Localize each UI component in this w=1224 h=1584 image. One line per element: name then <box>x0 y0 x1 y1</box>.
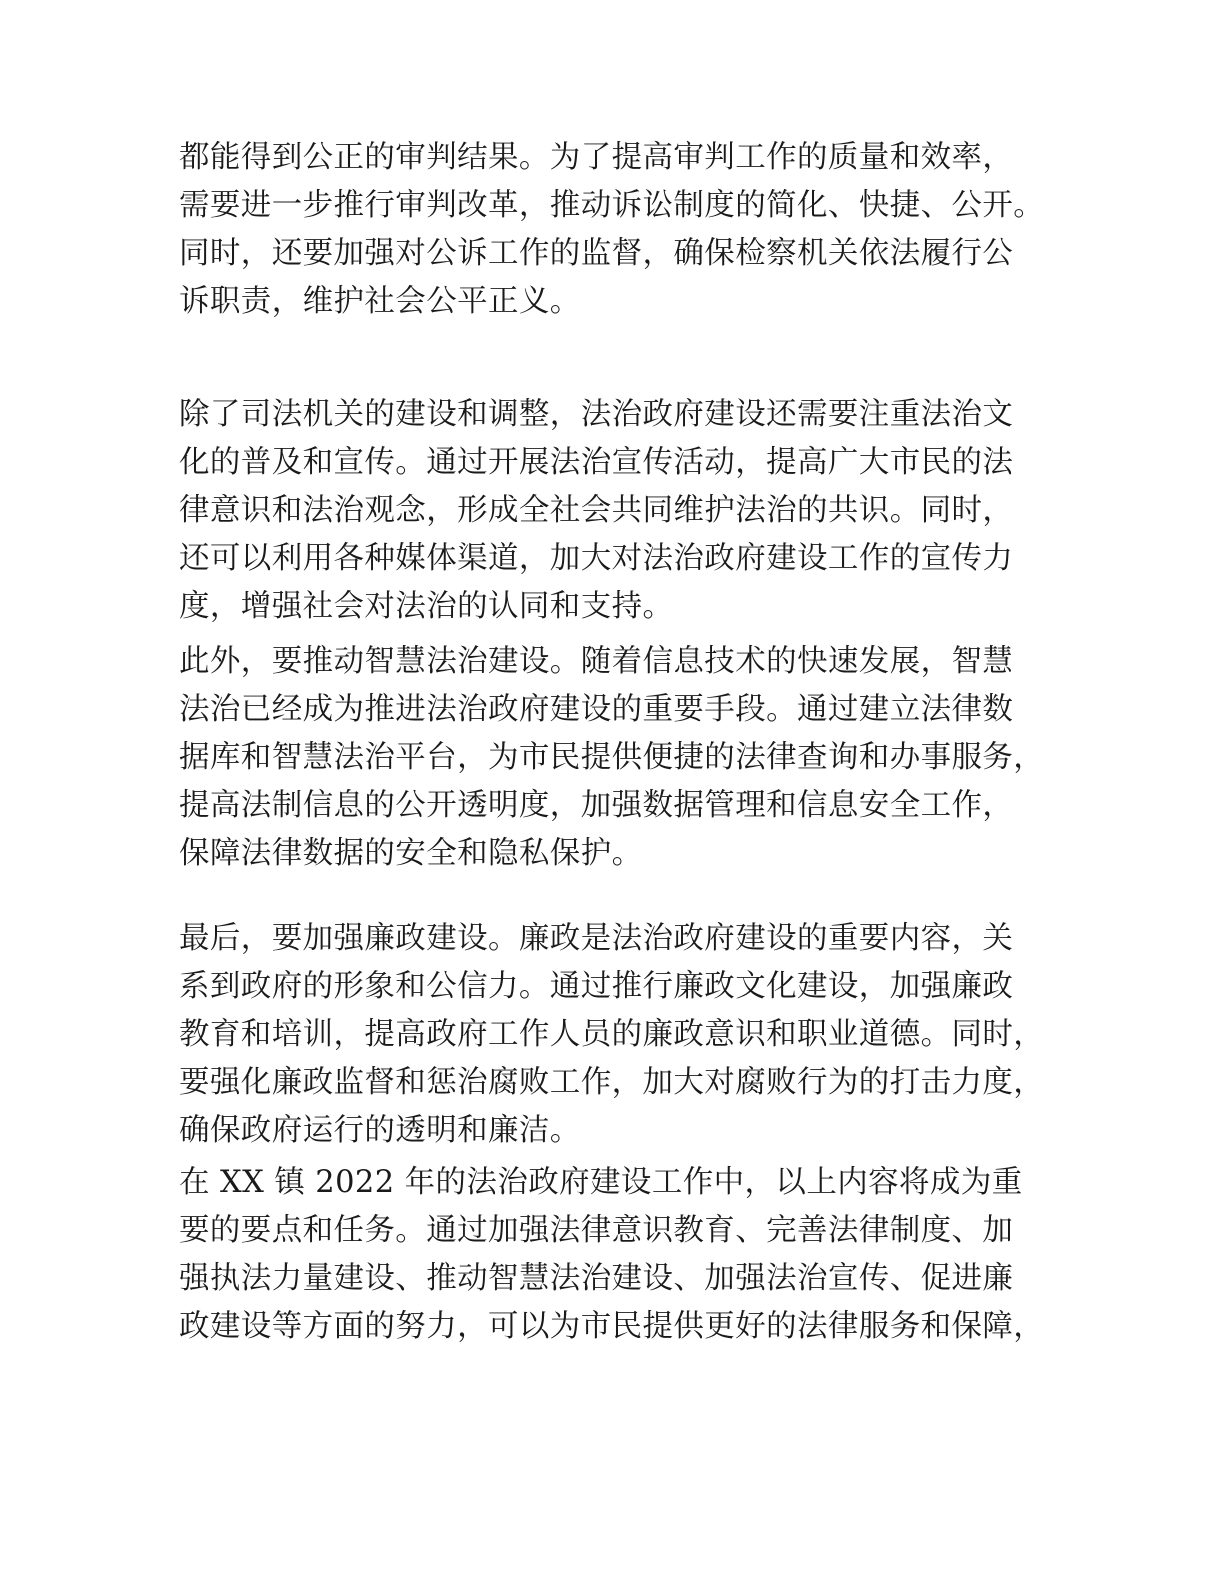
text-line: 除了司法机关的建设和调整，法治政府建设还需要注重法治文 <box>179 397 1014 432</box>
text-line: 诉职责，维护社会公平正义。 <box>179 284 581 319</box>
text-line: 政建设等方面的努力，可以为市民提供更好的法律服务和保障， <box>179 1309 1045 1344</box>
paragraph-legal-culture <box>179 391 1079 631</box>
text-line: 强执法力量建设、推动智慧法治建设、加强法治宣传、促进廉 <box>179 1261 1014 1296</box>
text-line: 此外，要推动智慧法治建设。随着信息技术的快速发展，智慧 <box>179 644 1014 679</box>
text-line: 保障法律数据的安全和隐私保护。 <box>179 836 643 871</box>
text-line: 还可以利用各种媒体渠道，加大对法治政府建设工作的宣传力 <box>179 541 1014 576</box>
text-line: 最后，要加强廉政建设。廉政是法治政府建设的重要内容，关 <box>179 921 1014 956</box>
text-line: 据库和智慧法治平台，为市民提供便捷的法律查询和办事服务， <box>179 740 1045 775</box>
text-line: 法治已经成为推进法治政府建设的重要手段。通过建立法律数 <box>179 692 1014 727</box>
text-line: 系到政府的形象和公信力。通过推行廉政文化建设，加强廉政 <box>179 969 1014 1004</box>
text-line: 度，增强社会对法治的认同和支持。 <box>179 589 674 624</box>
text-line: 教育和培训，提高政府工作人员的廉政意识和职业道德。同时， <box>179 1017 1045 1052</box>
text-line: 律意识和法治观念，形成全社会共同维护法治的共识。同时， <box>179 493 1014 528</box>
text-line: 都能得到公正的审判结果。为了提高审判工作的质量和效率， <box>179 140 1014 175</box>
text-line: 确保政府运行的透明和廉洁。 <box>179 1113 581 1148</box>
paragraph-summary-2022 <box>179 1159 1079 1351</box>
text-line: 需要进一步推行审判改革，推动诉讼制度的简化、快捷、公开。 <box>179 188 1045 223</box>
paragraph-integrity-building <box>179 915 1079 1155</box>
text-line: 在 XX 镇 2022 年的法治政府建设工作中，以上内容将成为重 <box>179 1165 1023 1200</box>
text-line: 提高法制信息的公开透明度，加强数据管理和信息安全工作， <box>179 788 1014 823</box>
text-line: 要强化廉政监督和惩治腐败工作，加大对腐败行为的打击力度， <box>179 1065 1045 1100</box>
text-line: 同时，还要加强对公诉工作的监督，确保检察机关依法履行公 <box>179 236 1014 271</box>
text-line: 要的要点和任务。通过加强法律意识教育、完善法律制度、加 <box>179 1213 1014 1248</box>
text-line: 化的普及和宣传。通过开展法治宣传活动，提高广大市民的法 <box>179 445 1014 480</box>
paragraph-judicial-reform <box>179 134 1079 326</box>
paragraph-smart-rule-of-law <box>179 638 1079 878</box>
